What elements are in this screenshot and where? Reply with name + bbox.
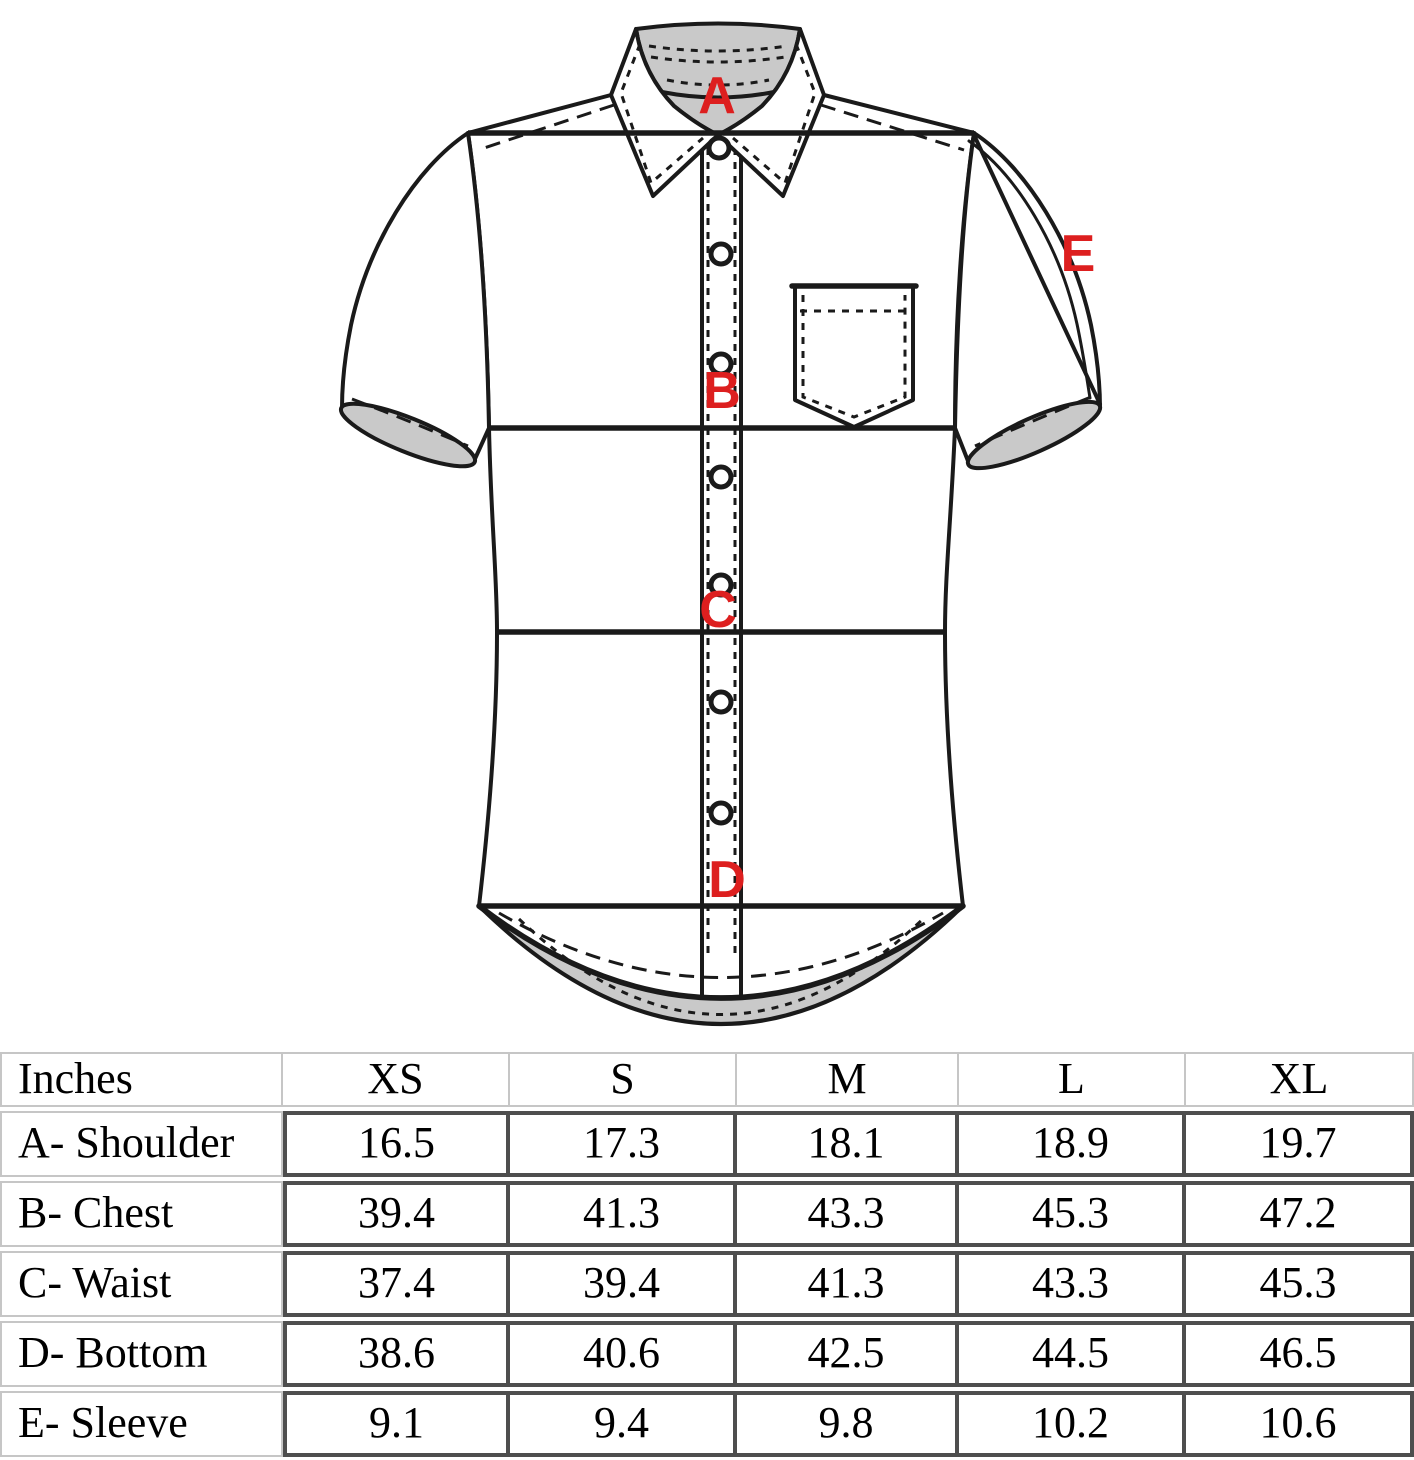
size-value-cell: 39.4 bbox=[510, 1251, 737, 1317]
size-table-header-row bbox=[0, 1052, 1414, 1107]
size-value-cell: 42.5 bbox=[737, 1321, 959, 1387]
size-value-cell: 45.3 bbox=[959, 1181, 1186, 1247]
measurement-row-chest bbox=[0, 1181, 1414, 1247]
row-label: B- Chest bbox=[0, 1181, 283, 1247]
size-column-header-xl: XL bbox=[1186, 1052, 1414, 1107]
collar-button bbox=[709, 138, 729, 158]
marker-e-sleeve: E bbox=[1060, 225, 1096, 283]
measurement-row-waist bbox=[0, 1251, 1414, 1317]
marker-b-chest: B bbox=[703, 362, 741, 420]
size-value-cell: 43.3 bbox=[959, 1251, 1186, 1317]
measurement-row-bottom bbox=[0, 1321, 1414, 1387]
size-column-header-m: M bbox=[737, 1052, 959, 1107]
button bbox=[711, 467, 731, 487]
size-value-cell: 16.5 bbox=[283, 1111, 510, 1177]
size-value-cell: 44.5 bbox=[959, 1321, 1186, 1387]
measurement-row-sleeve bbox=[0, 1391, 1414, 1457]
size-value-cell: 18.1 bbox=[737, 1111, 959, 1177]
left-sleeve bbox=[335, 133, 489, 478]
size-value-cell: 47.2 bbox=[1186, 1181, 1414, 1247]
size-value-cell: 45.3 bbox=[1186, 1251, 1414, 1317]
marker-c-waist: C bbox=[699, 581, 737, 639]
size-table bbox=[0, 1048, 1414, 1460]
size-column-header-l: L bbox=[959, 1052, 1186, 1107]
size-value-cell: 10.6 bbox=[1186, 1391, 1414, 1457]
row-label: D- Bottom bbox=[0, 1321, 283, 1387]
marker-a-shoulder: A bbox=[698, 67, 736, 125]
size-value-cell: 40.6 bbox=[510, 1321, 737, 1387]
size-value-cell: 39.4 bbox=[283, 1181, 510, 1247]
size-value-cell: 46.5 bbox=[1186, 1321, 1414, 1387]
right-sleeve bbox=[955, 133, 1107, 480]
size-value-cell: 41.3 bbox=[737, 1251, 959, 1317]
row-label: C- Waist bbox=[0, 1251, 283, 1317]
size-value-cell: 19.7 bbox=[1186, 1111, 1414, 1177]
button bbox=[711, 244, 731, 264]
size-value-cell: 41.3 bbox=[510, 1181, 737, 1247]
unit-header: Inches bbox=[0, 1052, 283, 1107]
button bbox=[711, 803, 731, 823]
marker-d-bottom: D bbox=[708, 851, 746, 909]
row-label: A- Shoulder bbox=[0, 1111, 283, 1177]
size-value-cell: 9.8 bbox=[737, 1391, 959, 1457]
row-label: E- Sleeve bbox=[0, 1391, 283, 1457]
size-value-cell: 43.3 bbox=[737, 1181, 959, 1247]
size-value-cell: 37.4 bbox=[283, 1251, 510, 1317]
size-value-cell: 18.9 bbox=[959, 1111, 1186, 1177]
size-column-header-s: S bbox=[510, 1052, 737, 1107]
measurement-row-shoulder bbox=[0, 1111, 1414, 1177]
size-column-header-xs: XS bbox=[283, 1052, 510, 1107]
size-value-cell: 38.6 bbox=[283, 1321, 510, 1387]
size-value-cell: 9.4 bbox=[510, 1391, 737, 1457]
chest-pocket bbox=[792, 286, 916, 427]
button bbox=[711, 692, 731, 712]
size-value-cell: 9.1 bbox=[283, 1391, 510, 1457]
size-value-cell: 10.2 bbox=[959, 1391, 1186, 1457]
size-value-cell: 17.3 bbox=[510, 1111, 737, 1177]
